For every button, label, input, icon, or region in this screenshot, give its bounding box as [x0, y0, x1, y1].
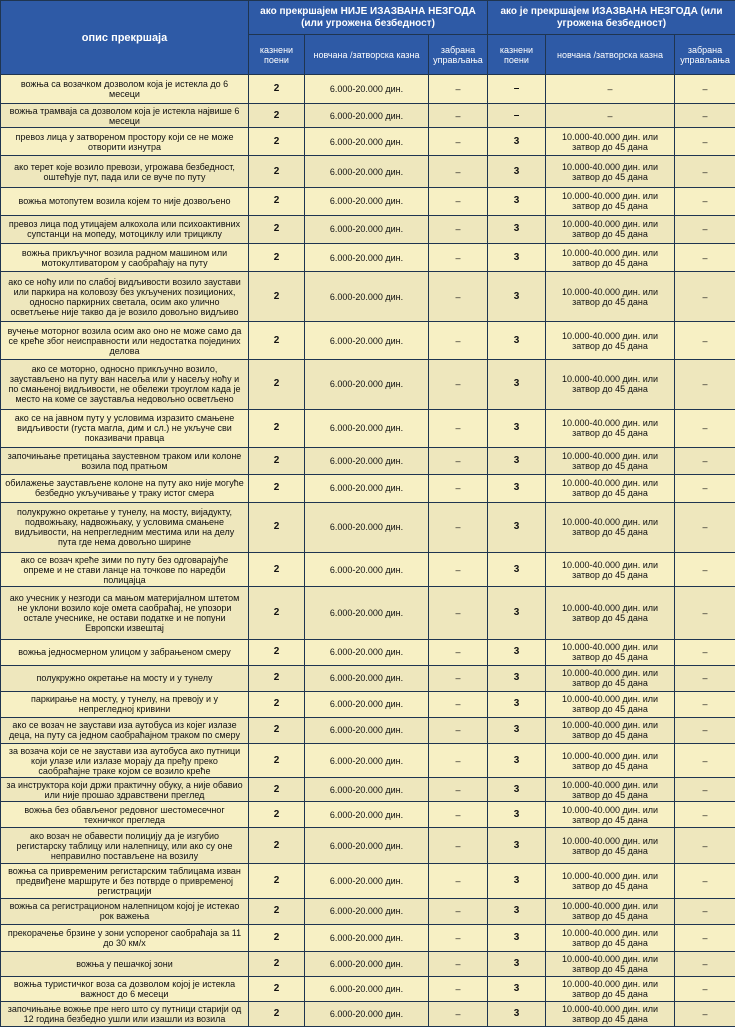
cell-description: ако возач не обавести полицију да је изгубио регистарску таблицу или налепницу, или ако су оне неправилно постављене на возилу: [1, 828, 249, 863]
cell-ban-2: –: [675, 587, 735, 639]
table-row: [1, 976, 735, 1001]
cell-ban-2: –: [675, 717, 735, 743]
cell-fine-1: 6.000-20.000 дин.: [305, 863, 429, 898]
cell-points-2: 3: [488, 924, 546, 951]
cell-fine-2: 10.000-40.000 дин. или затвор до 45 дана: [546, 474, 675, 502]
cell-ban-1: –: [429, 447, 488, 474]
cell-fine-2: 10.000-40.000 дин. или затвор до 45 дана: [546, 778, 675, 802]
cell-fine-1: 6.000-20.000 дин.: [305, 322, 429, 360]
table-row: [1, 951, 735, 976]
cell-fine-1: 6.000-20.000 дин.: [305, 951, 429, 976]
cell-ban-2: –: [675, 778, 735, 802]
cell-description: започињање вожње пре него што су путници старији од 12 година безбедно ушли или изашли из возила: [1, 1001, 249, 1026]
cell-points-2: 3: [488, 778, 546, 802]
table-row: [1, 502, 735, 552]
cell-fine-2: 10.000-40.000 дин. или затвор до 45 дана: [546, 951, 675, 976]
table-row: [1, 863, 735, 898]
cell-points-2: 3: [488, 951, 546, 976]
cell-fine-1: 6.000-20.000 дин.: [305, 215, 429, 243]
cell-description: превоз лица под утицајем алкохола или психоактивних супстанци на мопеду, мотоциклу или трициклу: [1, 215, 249, 243]
cell-ban-2: –: [675, 743, 735, 777]
header-fine-1: новчана /затворска казна: [305, 35, 429, 75]
cell-ban-2: –: [675, 474, 735, 502]
cell-ban-1: –: [429, 665, 488, 691]
cell-points-2: 3: [488, 976, 546, 1001]
table-row: [1, 828, 735, 863]
cell-description: ако се возач не заустави иза аутобуса из којег излазе деца, на путу са једном саобраћајном траком по смеру: [1, 717, 249, 743]
cell-ban-2: –: [675, 691, 735, 717]
cell-ban-1: –: [429, 128, 488, 156]
table-row: [1, 322, 735, 360]
cell-points-2: 3: [488, 552, 546, 586]
table-row: [1, 447, 735, 474]
cell-fine-2: 10.000-40.000 дин. или затвор до 45 дана: [546, 924, 675, 951]
cell-points-1: 2: [249, 409, 305, 447]
cell-ban-2: –: [675, 272, 735, 322]
cell-points-2: 3: [488, 691, 546, 717]
cell-points-1: 2: [249, 863, 305, 898]
cell-points-1: 2: [249, 717, 305, 743]
cell-points-2: 3: [488, 899, 546, 924]
header-points-2: казнени поени: [488, 35, 546, 75]
cell-points-2: 3: [488, 828, 546, 863]
cell-description: вожња без обављеног редовног шестомесечног техничког прегледа: [1, 802, 249, 828]
table-row: [1, 899, 735, 924]
cell-ban-1: –: [429, 743, 488, 777]
cell-description: вожња једносмерном улицом у забрањеном смеру: [1, 639, 249, 665]
cell-points-1: 2: [249, 156, 305, 187]
cell-points-1: 2: [249, 215, 305, 243]
cell-fine-1: 6.000-20.000 дин.: [305, 447, 429, 474]
cell-fine-1: 6.000-20.000 дин.: [305, 272, 429, 322]
cell-ban-1: –: [429, 639, 488, 665]
cell-description: прекорачење брзине у зони успореног саобраћаја за 11 до 30 км/х: [1, 924, 249, 951]
table-row: [1, 359, 735, 409]
cell-fine-2: 10.000-40.000 дин. или затвор до 45 дана: [546, 244, 675, 272]
cell-fine-2: 10.000-40.000 дин. или затвор до 45 дана: [546, 1001, 675, 1026]
table-row: [1, 187, 735, 215]
cell-ban-1: –: [429, 802, 488, 828]
cell-fine-2: 10.000-40.000 дин. или затвор до 45 дана: [546, 502, 675, 552]
table-row: [1, 75, 735, 104]
cell-fine-2: 10.000-40.000 дин. или затвор до 45 дана: [546, 639, 675, 665]
cell-points-2: 3: [488, 272, 546, 322]
cell-points-1: 2: [249, 976, 305, 1001]
cell-ban-2: –: [675, 104, 735, 128]
cell-points-1: 2: [249, 951, 305, 976]
cell-ban-2: –: [675, 502, 735, 552]
cell-description: вожња прикључног возила радном машином или мотокултиватором у саобраћају на путу: [1, 244, 249, 272]
cell-ban-2: –: [675, 863, 735, 898]
cell-ban-1: –: [429, 924, 488, 951]
cell-points-1: 2: [249, 743, 305, 777]
cell-description: ако учесник у незгоди са мањом материјалном штетом не уклони возило које омета саобраћај, не упозори остале учеснике, не остави податке и не попуни Европски извештај: [1, 587, 249, 639]
cell-ban-2: –: [675, 156, 735, 187]
cell-description: вожња трамваја са дозволом која је истекла највише 6 месеци: [1, 104, 249, 128]
cell-points-2: 3: [488, 639, 546, 665]
cell-ban-1: –: [429, 187, 488, 215]
cell-ban-1: –: [429, 778, 488, 802]
header-ban-2: забрана управљања: [675, 35, 735, 75]
cell-fine-1: 6.000-20.000 дин.: [305, 244, 429, 272]
table-row: [1, 409, 735, 447]
cell-ban-1: –: [429, 587, 488, 639]
cell-description: полукружно окретање на мосту и у тунелу: [1, 665, 249, 691]
cell-ban-2: –: [675, 951, 735, 976]
cell-fine-1: 6.000-20.000 дин.: [305, 75, 429, 104]
cell-ban-1: –: [429, 899, 488, 924]
cell-points-1: 2: [249, 1001, 305, 1026]
cell-ban-1: –: [429, 976, 488, 1001]
cell-points-2: 3: [488, 587, 546, 639]
cell-fine-1: 6.000-20.000 дин.: [305, 802, 429, 828]
cell-ban-2: –: [675, 552, 735, 586]
cell-ban-1: –: [429, 502, 488, 552]
cell-ban-1: –: [429, 104, 488, 128]
cell-ban-2: –: [675, 1001, 735, 1026]
cell-description: започињање претицања заустевном траком или колоне возила под пратњом: [1, 447, 249, 474]
cell-ban-2: –: [675, 187, 735, 215]
cell-fine-1: 6.000-20.000 дин.: [305, 502, 429, 552]
cell-fine-1: 6.000-20.000 дин.: [305, 717, 429, 743]
cell-points-1: 2: [249, 552, 305, 586]
cell-points-1: 2: [249, 691, 305, 717]
header-points-1: казнени поени: [249, 35, 305, 75]
cell-points-1: 2: [249, 128, 305, 156]
cell-points-2: 3: [488, 128, 546, 156]
cell-description: превоз лица у затвореном простору који се не може отворити изнутра: [1, 128, 249, 156]
cell-fine-2: 10.000-40.000 дин. или затвор до 45 дана: [546, 272, 675, 322]
cell-fine-2: 10.000-40.000 дин. или затвор до 45 дана: [546, 587, 675, 639]
cell-description: вожња туристичког воза са дозволом којој је истекла важност до 6 месеци: [1, 976, 249, 1001]
table-row: [1, 924, 735, 951]
cell-ban-2: –: [675, 665, 735, 691]
cell-description: вожња са привременим регистарским таблицама изван предвиђене маршруте и без потврде о привременој регистрацији: [1, 863, 249, 898]
cell-fine-1: 6.000-20.000 дин.: [305, 976, 429, 1001]
cell-ban-2: –: [675, 409, 735, 447]
cell-fine-1: 6.000-20.000 дин.: [305, 104, 429, 128]
table-row: [1, 215, 735, 243]
cell-fine-2: 10.000-40.000 дин. или затвор до 45 дана: [546, 156, 675, 187]
cell-ban-2: –: [675, 899, 735, 924]
cell-points-1: 2: [249, 587, 305, 639]
cell-fine-2: 10.000-40.000 дин. или затвор до 45 дана: [546, 359, 675, 409]
cell-ban-2: –: [675, 802, 735, 828]
cell-points-2: 3: [488, 802, 546, 828]
cell-ban-1: –: [429, 244, 488, 272]
table-row: [1, 244, 735, 272]
cell-ban-2: –: [675, 447, 735, 474]
cell-points-1: 2: [249, 474, 305, 502]
cell-fine-2: 10.000-40.000 дин. или затвор до 45 дана: [546, 552, 675, 586]
cell-ban-1: –: [429, 215, 488, 243]
cell-points-2: 3: [488, 447, 546, 474]
cell-fine-2: 10.000-40.000 дин. или затвор до 45 дана: [546, 215, 675, 243]
table-row: [1, 639, 735, 665]
cell-fine-1: 6.000-20.000 дин.: [305, 128, 429, 156]
cell-ban-1: –: [429, 322, 488, 360]
cell-fine-2: 10.000-40.000 дин. или затвор до 45 дана: [546, 828, 675, 863]
table-row: [1, 802, 735, 828]
cell-points-2: 3: [488, 359, 546, 409]
cell-fine-2: 10.000-40.000 дин. или затвор до 45 дана: [546, 187, 675, 215]
cell-points-1: 2: [249, 502, 305, 552]
cell-description: за инструктора који држи практичну обуку, а није обавио или није прошао здравствени преглед: [1, 778, 249, 802]
cell-points-1: 2: [249, 322, 305, 360]
cell-description: вожња у пешачкој зони: [1, 951, 249, 976]
cell-fine-1: 6.000-20.000 дин.: [305, 552, 429, 586]
cell-points-1: 2: [249, 639, 305, 665]
cell-description: паркирање на мосту, у тунелу, на превоју и у непрегледној кривини: [1, 691, 249, 717]
header-description: опис прекршаја: [1, 1, 249, 75]
cell-ban-2: –: [675, 128, 735, 156]
cell-points-2: 3: [488, 665, 546, 691]
table-row: [1, 272, 735, 322]
cell-fine-1: 6.000-20.000 дин.: [305, 828, 429, 863]
cell-points-2: 3: [488, 187, 546, 215]
cell-fine-1: 6.000-20.000 дин.: [305, 1001, 429, 1026]
cell-ban-2: –: [675, 215, 735, 243]
cell-fine-2: 10.000-40.000 дин. или затвор до 45 дана: [546, 743, 675, 777]
cell-description: вожња мотопутем возила којем то није дозвољено: [1, 187, 249, 215]
cell-fine-2: –: [546, 75, 675, 104]
cell-fine-1: 6.000-20.000 дин.: [305, 924, 429, 951]
cell-points-1: 2: [249, 272, 305, 322]
cell-points-2: 3: [488, 474, 546, 502]
cell-points-2: 3: [488, 322, 546, 360]
table-row: [1, 1001, 735, 1026]
cell-fine-1: 6.000-20.000 дин.: [305, 778, 429, 802]
cell-description: полукружно окретање у тунелу, на мосту, вијадукту, подвожњаку, надвожњаку, у условима смањене видљивости, на непрегледним местима или на делу пута где нема довољно ширине: [1, 502, 249, 552]
cell-ban-2: –: [675, 322, 735, 360]
cell-points-1: 2: [249, 244, 305, 272]
cell-ban-1: –: [429, 828, 488, 863]
table-row: [1, 587, 735, 639]
cell-points-2: 3: [488, 409, 546, 447]
cell-description: ако се возач креће зими по путу без одговарајуће опреме и не стави ланце на точкове по наредби полицајца: [1, 552, 249, 586]
cell-fine-1: 6.000-20.000 дин.: [305, 156, 429, 187]
cell-description: ако се на јавном путу у условима изразито смањене видљивости (густа магла, дим и сл.) не укључе сви показивачи правца: [1, 409, 249, 447]
cell-description: вожња са регистрационом налепницом којој је истекао рок важења: [1, 899, 249, 924]
cell-points-1: 2: [249, 359, 305, 409]
cell-fine-2: 10.000-40.000 дин. или затвор до 45 дана: [546, 691, 675, 717]
table-row: [1, 691, 735, 717]
header-accident: ако је прекршајем ИЗАЗВАНА НЕЗГОДА (или угрожена безбедност): [488, 1, 735, 35]
cell-ban-1: –: [429, 409, 488, 447]
cell-fine-2: 10.000-40.000 дин. или затвор до 45 дана: [546, 447, 675, 474]
cell-fine-1: 6.000-20.000 дин.: [305, 409, 429, 447]
cell-ban-2: –: [675, 924, 735, 951]
table-row: [1, 778, 735, 802]
cell-points-1: 2: [249, 665, 305, 691]
cell-points-2: 3: [488, 244, 546, 272]
cell-ban-1: –: [429, 863, 488, 898]
cell-fine-1: 6.000-20.000 дин.: [305, 899, 429, 924]
cell-fine-1: 6.000-20.000 дин.: [305, 474, 429, 502]
cell-description: вучење моторног возила осим ако оно не може само да се креће због неисправности или недостатка појединих делова: [1, 322, 249, 360]
cell-points-2: 3: [488, 863, 546, 898]
cell-fine-2: 10.000-40.000 дин. или затвор до 45 дана: [546, 409, 675, 447]
cell-ban-2: –: [675, 828, 735, 863]
header-no-accident: ако прекршајем НИЈЕ ИЗАЗВАНА НЕЗГОДА (или угрожена безбедност): [249, 1, 488, 35]
header-row-top: [1, 1, 735, 35]
cell-description: ако се ноћу или по слабој видљивости возило заустави или паркира на коловозу без укључених позиционих, односно паркирних светала, осим ако улично осветљење није такво да је возило довољно видљиво: [1, 272, 249, 322]
cell-ban-2: –: [675, 359, 735, 409]
cell-points-1: 2: [249, 802, 305, 828]
cell-ban-2: –: [675, 639, 735, 665]
cell-points-2: 3: [488, 156, 546, 187]
cell-ban-1: –: [429, 1001, 488, 1026]
cell-points-2: 3: [488, 215, 546, 243]
cell-fine-2: 10.000-40.000 дин. или затвор до 45 дана: [546, 802, 675, 828]
cell-fine-2: 10.000-40.000 дин. или затвор до 45 дана: [546, 717, 675, 743]
cell-description: за возача који се не заустави иза аутобуса ако путници који улазе или излазе морају да пређу преко саобраћајне траке којом се возило креће: [1, 743, 249, 777]
header-ban-1: забрана управљања: [429, 35, 488, 75]
cell-fine-1: 6.000-20.000 дин.: [305, 691, 429, 717]
table-row: [1, 128, 735, 156]
cell-fine-2: 10.000-40.000 дин. или затвор до 45 дана: [546, 128, 675, 156]
cell-ban-1: –: [429, 359, 488, 409]
cell-ban-1: –: [429, 156, 488, 187]
cell-points-1: 2: [249, 187, 305, 215]
cell-ban-1: –: [429, 951, 488, 976]
cell-description: ако се моторно, односно прикључно возило, заустављено на путу ван насеља или у насељу ноћу и по смањеној видљивости, не обележи троуглом када је место на коме се зауставља недовољно осветљено: [1, 359, 249, 409]
cell-ban-2: –: [675, 976, 735, 1001]
cell-ban-2: –: [675, 75, 735, 104]
cell-fine-1: 6.000-20.000 дин.: [305, 359, 429, 409]
cell-points-2: –: [488, 75, 546, 104]
cell-points-1: 2: [249, 447, 305, 474]
cell-points-1: 2: [249, 104, 305, 128]
table-row: [1, 474, 735, 502]
cell-fine-2: 10.000-40.000 дин. или затвор до 45 дана: [546, 322, 675, 360]
cell-points-1: 2: [249, 924, 305, 951]
cell-points-1: 2: [249, 778, 305, 802]
cell-fine-2: 10.000-40.000 дин. или затвор до 45 дана: [546, 665, 675, 691]
cell-ban-1: –: [429, 717, 488, 743]
cell-description: вожња са возачком дозволом која је истекла до 6 месеци: [1, 75, 249, 104]
cell-ban-1: –: [429, 75, 488, 104]
cell-points-1: 2: [249, 75, 305, 104]
cell-points-1: 2: [249, 899, 305, 924]
cell-points-2: –: [488, 104, 546, 128]
cell-fine-2: 10.000-40.000 дин. или затвор до 45 дана: [546, 976, 675, 1001]
cell-points-2: 3: [488, 743, 546, 777]
cell-description: обилажење заустављене колоне на путу ако није могуће безбедно укључивање у траку истог смера: [1, 474, 249, 502]
cell-points-2: 3: [488, 717, 546, 743]
cell-points-1: 2: [249, 828, 305, 863]
cell-ban-1: –: [429, 552, 488, 586]
cell-fine-2: 10.000-40.000 дин. или затвор до 45 дана: [546, 899, 675, 924]
table-row: [1, 665, 735, 691]
cell-fine-2: 10.000-40.000 дин. или затвор до 45 дана: [546, 863, 675, 898]
table-row: [1, 104, 735, 128]
table-row: [1, 717, 735, 743]
header-fine-2: новчана /затворска казна: [546, 35, 675, 75]
cell-fine-1: 6.000-20.000 дин.: [305, 639, 429, 665]
cell-description: ако терет које возило превози, угрожава безбедност, оштећује пут, пада или се вуче по путу: [1, 156, 249, 187]
cell-points-2: 3: [488, 502, 546, 552]
cell-fine-1: 6.000-20.000 дин.: [305, 587, 429, 639]
cell-ban-1: –: [429, 272, 488, 322]
cell-ban-1: –: [429, 691, 488, 717]
cell-ban-1: –: [429, 474, 488, 502]
cell-fine-1: 6.000-20.000 дин.: [305, 743, 429, 777]
cell-ban-2: –: [675, 244, 735, 272]
cell-fine-1: 6.000-20.000 дин.: [305, 187, 429, 215]
cell-fine-1: 6.000-20.000 дин.: [305, 665, 429, 691]
table-body: [1, 75, 735, 1027]
cell-points-2: 3: [488, 1001, 546, 1026]
table-row: [1, 552, 735, 586]
table-row: [1, 156, 735, 187]
table-row: [1, 743, 735, 777]
cell-fine-2: –: [546, 104, 675, 128]
